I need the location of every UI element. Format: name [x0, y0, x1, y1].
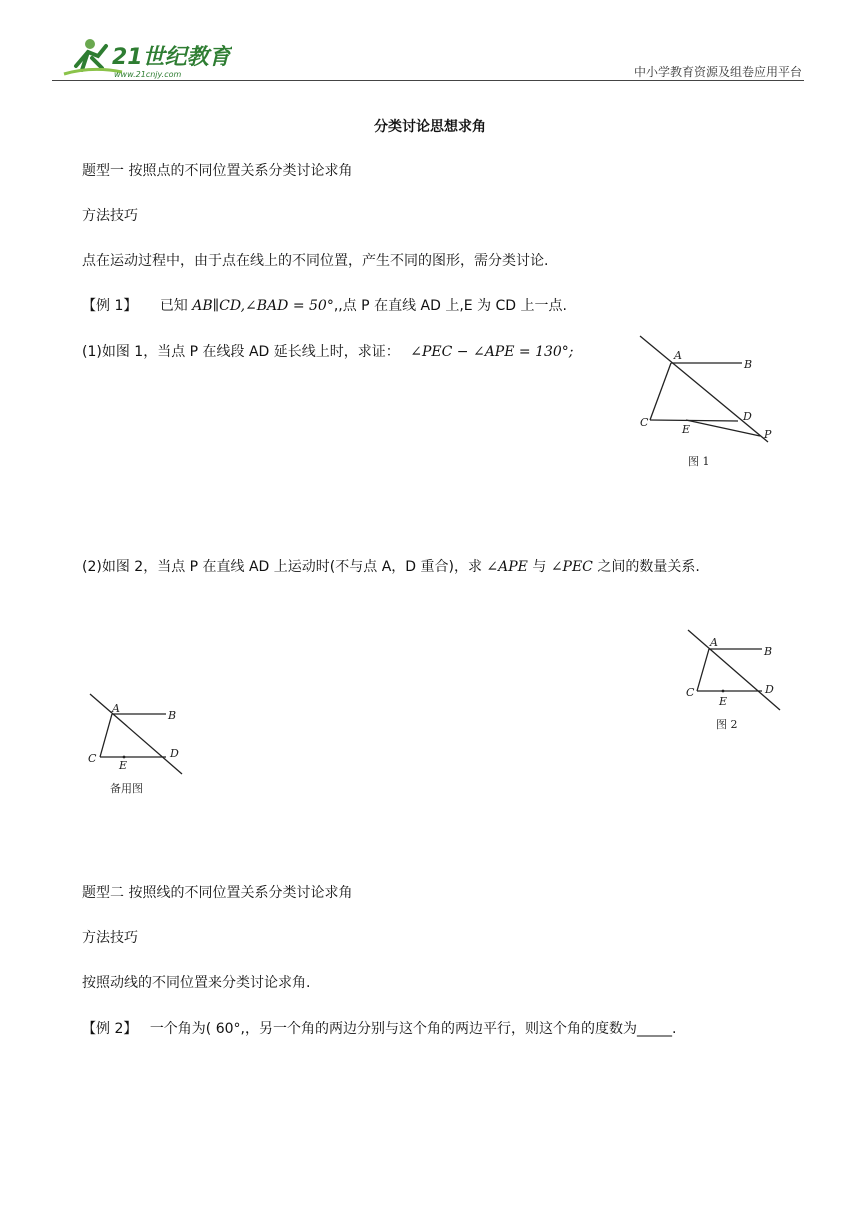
label-b: B — [744, 358, 753, 371]
label-b: B — [168, 709, 177, 722]
section2-method-label: 方法技巧 — [82, 930, 138, 946]
line-ad — [688, 630, 780, 710]
header-divider — [52, 80, 804, 81]
example1-line — [82, 295, 567, 315]
label-d: D — [170, 747, 179, 760]
figure-spare-caption: 备用图 — [110, 782, 143, 795]
section1-heading: 题型一 按照点的不同位置关系分类讨论求角 — [82, 163, 353, 179]
question2-end: 之间的数量关系. — [592, 559, 700, 575]
page-title: 分类讨论思想求角 — [374, 119, 486, 135]
question2-angle-pec: ∠PEC — [550, 559, 593, 575]
label-c: C — [640, 416, 649, 429]
line-ad — [90, 694, 182, 774]
label-c: C — [88, 752, 97, 765]
section1-method-text: 点在运动过程中，由于点在线上的不同位置，产生不同的图形，需分类讨论. — [82, 253, 549, 269]
label-e: E — [682, 423, 691, 436]
question1-math: ∠PEC − ∠APE = 130°; — [410, 344, 574, 360]
question1-line — [82, 341, 574, 361]
label-a: A — [710, 636, 718, 649]
figure-2 — [680, 626, 790, 736]
label-d: D — [765, 683, 774, 696]
label-a: A — [112, 702, 120, 715]
example2-tag: 【例 2】 — [82, 1021, 138, 1037]
line-ad-extended — [640, 336, 768, 442]
example2-text: 一个角为( 60°,，另一个角的两边分别与这个角的两边平行，则这个角的度数为_____. — [149, 1021, 677, 1037]
segment-ac — [650, 363, 671, 420]
logo-text: 21世纪教育 — [112, 45, 231, 70]
label-e: E — [119, 759, 128, 772]
label-e: E — [719, 695, 728, 708]
segment-ac — [697, 649, 709, 691]
question2-line — [82, 556, 700, 576]
question2-text: (2)如图 2，当点 P 在直线 AD 上运动时(不与点 A，D 重合)，求 — [82, 559, 487, 575]
figure-2-caption: 图 2 — [716, 718, 738, 731]
example1-math: AB∥CD,∠BAD = 50° — [192, 298, 334, 314]
example2-line — [82, 1018, 676, 1038]
example1-tag: 【例 1】 — [82, 298, 138, 314]
section2-heading: 题型二 按照线的不同位置关系分类讨论求角 — [82, 885, 353, 901]
example1-pre: 已知 — [159, 298, 193, 314]
question2-angle-ape: ∠APE — [486, 559, 528, 575]
section1-method-label: 方法技巧 — [82, 208, 138, 224]
figure-1 — [630, 330, 790, 475]
logo — [62, 36, 232, 80]
point-e — [722, 690, 725, 693]
question1-text: (1)如图 1，当点 P 在线段 AD 延长线上时，求证： — [82, 344, 400, 360]
label-c: C — [686, 686, 695, 699]
figure-1-caption: 图 1 — [688, 455, 710, 468]
label-d: D — [743, 410, 752, 423]
runner-logo-icon — [62, 36, 232, 80]
label-a: A — [674, 349, 682, 362]
point-e — [123, 756, 126, 759]
section2-method-text: 按照动线的不同位置来分类讨论求角. — [82, 975, 311, 991]
header-tagline: 中小学教育资源及组卷应用平台 — [633, 65, 802, 79]
example1-post: ,,点 P 在直线 AD 上,E 为 CD 上一点. — [333, 298, 567, 314]
logo-url: www.21cnjy.com — [114, 70, 182, 79]
segment-cd — [650, 420, 738, 421]
question2-mid: 与 — [527, 559, 551, 575]
segment-ac — [100, 714, 112, 757]
label-p: P — [764, 428, 772, 441]
label-b: B — [764, 645, 773, 658]
figure-spare — [84, 690, 194, 800]
